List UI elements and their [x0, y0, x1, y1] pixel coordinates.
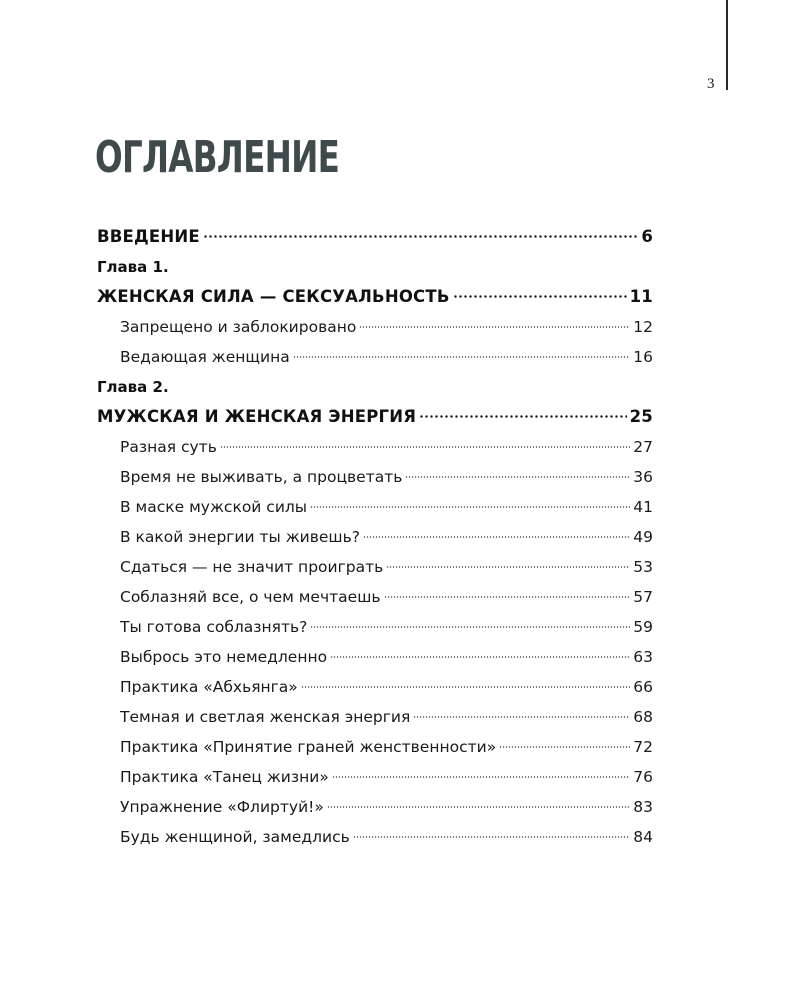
toc-dot-leader [384, 596, 631, 598]
toc-entry-page-number: 27 [633, 438, 653, 456]
toc-entry-page-number: 84 [633, 828, 653, 846]
toc-subsection-entry[interactable] [97, 582, 653, 612]
toc-subsection-entry[interactable] [97, 642, 653, 672]
toc-chapter-label: Глава 2. [97, 378, 169, 396]
page-number: 3 [707, 76, 715, 92]
toc-dot-leader [220, 446, 630, 448]
toc-entry-title: Ведающая женщина [120, 348, 290, 366]
toc-subsection-entry[interactable] [97, 522, 653, 552]
toc-dot-leader [386, 566, 630, 568]
toc-entry-page-number: 11 [629, 287, 653, 306]
toc-entry-title: Время не выживать, а процветать [120, 468, 403, 486]
toc-subsection-entry[interactable] [97, 762, 653, 792]
toc-entry-page-number: 12 [633, 318, 653, 336]
toc-entry-page-number: 57 [633, 588, 653, 606]
toc-section-entry[interactable] [97, 222, 653, 252]
toc-entry-page-number: 53 [633, 558, 653, 576]
toc-entry-page-number: 63 [633, 648, 653, 666]
toc-subsection-entry[interactable] [97, 732, 653, 762]
toc-entry-page-number: 68 [633, 708, 653, 726]
toc-entry-page-number: 83 [633, 798, 653, 816]
toc-entry-title: В какой энергии ты живешь? [120, 528, 360, 546]
toc-entry-title: Будь женщиной, замедлись [120, 828, 350, 846]
toc-subsection-entry[interactable] [97, 792, 653, 822]
toc-entry-page-number: 59 [633, 618, 653, 636]
toc-dot-leader [413, 716, 630, 718]
toc-subsection-entry[interactable] [97, 822, 653, 852]
toc-entry-title: Разная суть [120, 438, 217, 456]
toc-dot-leader [310, 506, 630, 508]
toc-dot-leader [301, 686, 630, 688]
toc-entry-page-number: 76 [633, 768, 653, 786]
toc-entry-page-number: 36 [633, 468, 653, 486]
toc-entry-title: Запрещено и заблокировано [120, 318, 357, 336]
toc-dot-leader [499, 746, 630, 748]
toc-subsection-entry[interactable] [97, 312, 653, 342]
toc-entry-page-number: 41 [633, 498, 653, 516]
page-edge-rule [726, 0, 728, 90]
toc-dot-leader [359, 326, 630, 328]
toc-entry-page-number: 25 [629, 407, 653, 426]
toc-subsection-entry[interactable] [97, 432, 653, 462]
toc-entry-title: В маске мужской силы [120, 498, 308, 516]
toc-section-entry[interactable] [97, 282, 653, 312]
toc-dot-leader [332, 776, 630, 778]
toc-dot-leader [327, 806, 630, 808]
toc-subsection-entry[interactable] [97, 702, 653, 732]
toc-subsection-entry[interactable] [97, 612, 653, 642]
toc-dot-leader [453, 295, 627, 298]
toc-dot-leader [419, 415, 627, 418]
toc-entry-page-number: 49 [633, 528, 653, 546]
toc-entry-page-number: 72 [633, 738, 653, 756]
toc-entry-title: Упражнение «Флиртуй!» [120, 798, 324, 816]
toc-entry-title: Ты готова соблазнять? [120, 618, 308, 636]
toc-entry-title: Темная и светлая женская энергия [120, 708, 411, 726]
toc-dot-leader [203, 235, 638, 238]
toc-subsection-entry[interactable] [97, 552, 653, 582]
toc-dot-leader [363, 536, 630, 538]
toc-entry-title: ЖЕНСКАЯ СИЛА — СЕКСУАЛЬНОСТЬ [97, 287, 450, 306]
toc-entry-page-number: 6 [641, 227, 653, 246]
toc-entry-title: МУЖСКАЯ И ЖЕНСКАЯ ЭНЕРГИЯ [97, 407, 417, 426]
toc-section-entry[interactable] [97, 402, 653, 432]
toc-subsection-entry[interactable] [97, 462, 653, 492]
toc-dot-leader [353, 836, 631, 838]
toc-subsection-entry[interactable] [97, 342, 653, 372]
toc-entry-title: Практика «Танец жизни» [120, 768, 329, 786]
toc-entry-page-number: 16 [633, 348, 653, 366]
toc-dot-leader [405, 476, 630, 478]
toc-entry-title: Сдаться — не значит проиграть [120, 558, 384, 576]
toc-entry-page-number: 66 [633, 678, 653, 696]
toc-dot-leader [293, 356, 631, 358]
toc-chapter-label: Глава 1. [97, 258, 169, 276]
toc-entry-title: Соблазняй все, о чем мечтаешь [120, 588, 381, 606]
toc-dot-leader [310, 626, 630, 628]
page-title: ОГЛАВЛЕНИЕ [95, 132, 340, 183]
toc-subsection-entry[interactable] [97, 672, 653, 702]
toc-dot-leader [330, 656, 630, 658]
toc-entry-title: ВВЕДЕНИЕ [97, 227, 200, 246]
toc-entry-title: Практика «Абхьянга» [120, 678, 298, 696]
toc-entry-title: Практика «Принятие граней женственности» [120, 738, 497, 756]
toc-subsection-entry[interactable] [97, 492, 653, 522]
toc-entry-title: Выбрось это немедленно [120, 648, 328, 666]
table-of-contents [97, 222, 653, 852]
